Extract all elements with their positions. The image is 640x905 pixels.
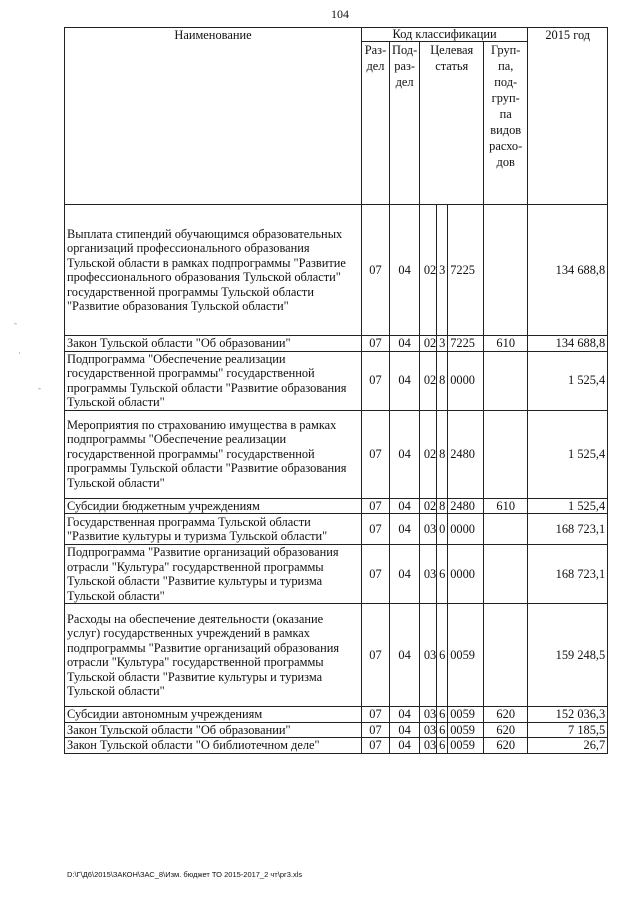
row-amount: 152 036,3 bbox=[528, 707, 608, 723]
row-target-program: 03 bbox=[420, 722, 437, 738]
header-classification: Код классификации bbox=[362, 28, 528, 42]
row-razdel: 07 bbox=[362, 498, 390, 514]
row-target-direction: 0000 bbox=[448, 514, 484, 545]
row-podrazdel: 04 bbox=[390, 604, 420, 707]
row-target-program: 02 bbox=[420, 351, 437, 410]
row-podrazdel: 04 bbox=[390, 410, 420, 498]
row-razdel: 07 bbox=[362, 738, 390, 754]
row-target-program: 02 bbox=[420, 410, 437, 498]
table-row bbox=[65, 545, 608, 604]
row-target-subprogram: 3 bbox=[437, 205, 448, 336]
row-name: Подпрограмма "Обеспечение реализации государственной программы" государственной программы Тульской области "Развитие образования Тульской области" bbox=[65, 351, 362, 410]
file-path-footer: D:\Г\Д6\2015\ЗАКОН\ЗАС_8\Изм. бюджет ТО 2015-2017_2 чт\рг3.xls bbox=[67, 870, 303, 879]
row-name: Государственная программа Тульской области "Развитие культуры и туризма Тульской области" bbox=[65, 514, 362, 545]
table-row bbox=[65, 738, 608, 754]
scan-mark: - bbox=[14, 318, 17, 328]
row-podrazdel: 04 bbox=[390, 707, 420, 723]
header-target: Целевая статья bbox=[420, 42, 484, 205]
row-name: Расходы на обеспечение деятельности (оказание услуг) государственных учреждений в рамках подпрограммы "Развитие организаций образования отрасли "Культура" государственной программы Тульской области "Развитие культуры и туризма Тульской области" bbox=[65, 604, 362, 707]
row-target-program: 03 bbox=[420, 545, 437, 604]
row-amount: 168 723,1 bbox=[528, 545, 608, 604]
row-expense-group: 620 bbox=[484, 707, 528, 723]
header-group: Груп- па, под- груп- па видов расхо- дов bbox=[484, 42, 528, 205]
header-razdel: Раз- дел bbox=[362, 42, 390, 205]
row-name: Закон Тульской области "Об образовании" bbox=[65, 336, 362, 352]
row-razdel: 07 bbox=[362, 205, 390, 336]
row-target-program: 02 bbox=[420, 336, 437, 352]
row-name: Субсидии бюджетным учреждениям bbox=[65, 498, 362, 514]
row-target-program: 03 bbox=[420, 604, 437, 707]
table-row bbox=[65, 410, 608, 498]
row-razdel: 07 bbox=[362, 722, 390, 738]
scan-mark: · bbox=[18, 348, 21, 358]
row-target-direction: 0059 bbox=[448, 707, 484, 723]
row-razdel: 07 bbox=[362, 604, 390, 707]
row-name: Мероприятия по страхованию имущества в рамках подпрограммы "Обеспечение реализации государственной программы" государственной программы Тульской области "Развитие образования Тульской области" bbox=[65, 410, 362, 498]
row-podrazdel: 04 bbox=[390, 722, 420, 738]
row-expense-group bbox=[484, 545, 528, 604]
row-expense-group bbox=[484, 205, 528, 336]
row-target-subprogram: 8 bbox=[437, 351, 448, 410]
row-target-subprogram: 6 bbox=[437, 722, 448, 738]
row-target-direction: 7225 bbox=[448, 336, 484, 352]
row-podrazdel: 04 bbox=[390, 351, 420, 410]
row-name: Субсидии автономным учреждениям bbox=[65, 707, 362, 723]
header-year: 2015 год bbox=[528, 28, 608, 205]
header-podrazdel: Под- раз- дел bbox=[390, 42, 420, 205]
row-target-program: 03 bbox=[420, 707, 437, 723]
table-row bbox=[65, 707, 608, 723]
row-razdel: 07 bbox=[362, 545, 390, 604]
budget-table bbox=[64, 27, 608, 754]
row-target-direction: 7225 bbox=[448, 205, 484, 336]
header-row-top bbox=[65, 28, 608, 42]
row-target-direction: 2480 bbox=[448, 498, 484, 514]
row-target-subprogram: 8 bbox=[437, 498, 448, 514]
row-target-direction: 0059 bbox=[448, 604, 484, 707]
row-target-subprogram: 6 bbox=[437, 545, 448, 604]
table-row bbox=[65, 336, 608, 352]
row-target-subprogram: 0 bbox=[437, 514, 448, 545]
row-razdel: 07 bbox=[362, 707, 390, 723]
row-target-direction: 0000 bbox=[448, 351, 484, 410]
row-podrazdel: 04 bbox=[390, 545, 420, 604]
table-row bbox=[65, 351, 608, 410]
table-row bbox=[65, 514, 608, 545]
row-target-direction: 0059 bbox=[448, 738, 484, 754]
row-target-subprogram: 6 bbox=[437, 738, 448, 754]
row-expense-group: 610 bbox=[484, 498, 528, 514]
row-amount: 134 688,8 bbox=[528, 336, 608, 352]
scan-mark: - bbox=[38, 383, 41, 393]
row-target-program: 02 bbox=[420, 498, 437, 514]
row-amount: 168 723,1 bbox=[528, 514, 608, 545]
row-target-subprogram: 3 bbox=[437, 336, 448, 352]
row-razdel: 07 bbox=[362, 336, 390, 352]
row-razdel: 07 bbox=[362, 514, 390, 545]
table-row bbox=[65, 604, 608, 707]
row-target-direction: 0000 bbox=[448, 545, 484, 604]
row-amount: 134 688,8 bbox=[528, 205, 608, 336]
row-name: Подпрограмма "Развитие организаций образования отрасли "Культура" государственной программы Тульской области "Развитие культуры и туризма Тульской области" bbox=[65, 545, 362, 604]
row-expense-group: 620 bbox=[484, 722, 528, 738]
row-razdel: 07 bbox=[362, 410, 390, 498]
row-expense-group: 610 bbox=[484, 336, 528, 352]
row-target-program: 03 bbox=[420, 738, 437, 754]
row-name: Закон Тульской области "О библиотечном деле" bbox=[65, 738, 362, 754]
row-podrazdel: 04 bbox=[390, 205, 420, 336]
row-razdel: 07 bbox=[362, 351, 390, 410]
row-target-subprogram: 6 bbox=[437, 604, 448, 707]
table-row bbox=[65, 205, 608, 336]
row-expense-group bbox=[484, 410, 528, 498]
row-target-direction: 0059 bbox=[448, 722, 484, 738]
row-expense-group bbox=[484, 514, 528, 545]
row-expense-group bbox=[484, 604, 528, 707]
table-row bbox=[65, 722, 608, 738]
row-expense-group: 620 bbox=[484, 738, 528, 754]
row-target-subprogram: 6 bbox=[437, 707, 448, 723]
row-amount: 26,7 bbox=[528, 738, 608, 754]
row-amount: 159 248,5 bbox=[528, 604, 608, 707]
row-target-subprogram: 8 bbox=[437, 410, 448, 498]
row-amount: 7 185,5 bbox=[528, 722, 608, 738]
page-number: 104 bbox=[331, 7, 349, 21]
row-target-program: 02 bbox=[420, 205, 437, 336]
row-podrazdel: 04 bbox=[390, 738, 420, 754]
row-amount: 1 525,4 bbox=[528, 410, 608, 498]
row-amount: 1 525,4 bbox=[528, 498, 608, 514]
table-row bbox=[65, 498, 608, 514]
row-target-program: 03 bbox=[420, 514, 437, 545]
row-name: Выплата стипендий обучающимся образовательных организаций профессионального образования Тульской области в рамках подпрограммы "Развитие профессионального образования Тульской области" государственной программы Тульской области "Развитие образования Тульской области" bbox=[65, 205, 362, 336]
header-name: Наименование bbox=[65, 28, 362, 205]
row-expense-group bbox=[484, 351, 528, 410]
row-amount: 1 525,4 bbox=[528, 351, 608, 410]
row-podrazdel: 04 bbox=[390, 498, 420, 514]
row-podrazdel: 04 bbox=[390, 514, 420, 545]
row-target-direction: 2480 bbox=[448, 410, 484, 498]
row-podrazdel: 04 bbox=[390, 336, 420, 352]
row-name: Закон Тульской области "Об образовании" bbox=[65, 722, 362, 738]
